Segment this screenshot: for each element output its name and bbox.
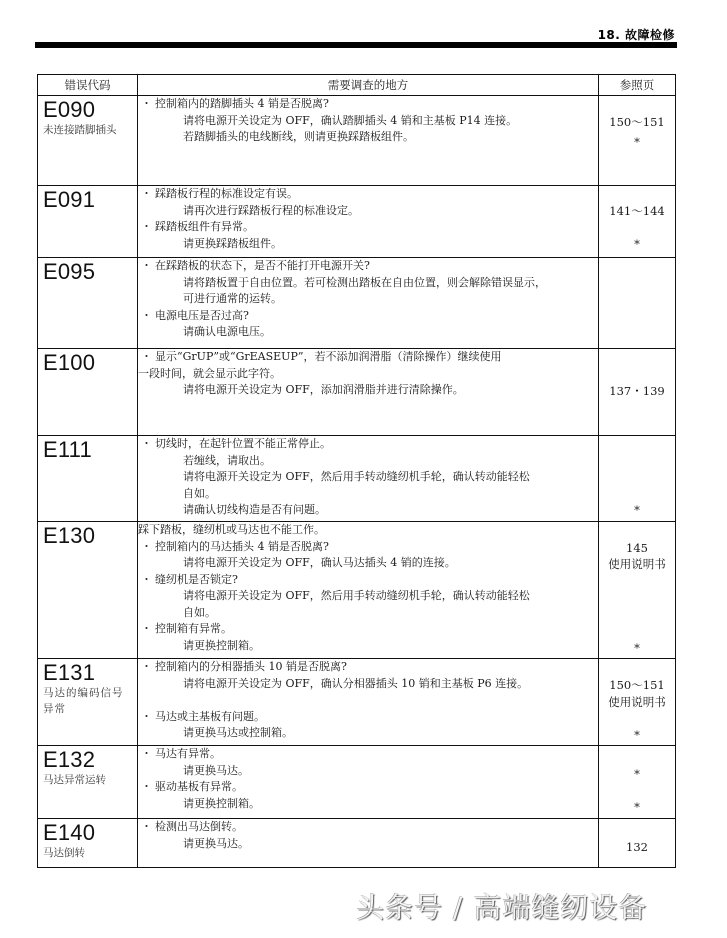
investigation-cell xyxy=(138,258,599,349)
error-code-cell xyxy=(38,522,138,659)
action-item xyxy=(138,676,598,693)
check-item xyxy=(138,308,598,325)
line-text: 在踩踏板的状态下，是否不能打开电源开关? xyxy=(155,259,370,272)
check-item xyxy=(138,659,598,676)
line-text: 请将电源开关设定为 OFF，然后用手转动缝纫机手轮，确认转动能轻松 xyxy=(183,470,530,483)
check-item xyxy=(138,349,598,366)
line-text: 自如。 xyxy=(183,605,216,619)
bullet-icon: ・ xyxy=(141,747,152,760)
bullet-icon: ・ xyxy=(141,709,152,723)
check-item xyxy=(138,819,598,836)
line-text: 控制箱内的分相器插头 10 销是否脱离? xyxy=(155,660,347,673)
reference-cell xyxy=(599,819,676,868)
line-text: 马达或主基板有问题。 xyxy=(155,709,265,723)
error-code-cell xyxy=(38,659,138,746)
reference-cell xyxy=(599,746,676,819)
section-title: 18. 故障检修 xyxy=(597,28,675,42)
line-text: 请再次进行踩踏板行程的标准设定。 xyxy=(183,203,359,217)
error-code-table xyxy=(37,74,676,868)
line-text: 踩踏板组件有异常。 xyxy=(155,220,254,233)
line-text: 请将电源开关设定为 OFF，确认马达插头 4 销的连接。 xyxy=(183,556,456,569)
action-item xyxy=(138,796,598,813)
bullet-icon: ・ xyxy=(141,820,152,833)
reference-cell xyxy=(599,349,676,436)
bullet-icon: ・ xyxy=(141,622,152,635)
action-item xyxy=(138,605,598,622)
table-header-row xyxy=(38,75,676,96)
error-code-cell xyxy=(38,436,138,522)
error-code-cell xyxy=(38,96,138,186)
reference-cell xyxy=(599,436,676,522)
investigation-cell xyxy=(138,819,599,868)
check-item xyxy=(138,709,598,726)
line-text: 请确认电源电压。 xyxy=(183,325,271,338)
error-code: E100 xyxy=(43,350,96,375)
reference-page: 使用说明书 xyxy=(608,557,666,571)
investigation-cell xyxy=(138,746,599,819)
reference-page: 132 xyxy=(626,840,648,854)
check-item xyxy=(138,186,598,203)
bullet-icon: ・ xyxy=(141,780,152,793)
line-text: 请更换马达。 xyxy=(183,836,249,850)
action-item xyxy=(138,692,598,709)
investigation-cell xyxy=(138,436,599,522)
action-item xyxy=(138,382,598,399)
error-code: E140 xyxy=(43,820,96,845)
asterisk-note: * xyxy=(634,237,640,251)
line-text: 请更换控制箱。 xyxy=(183,796,260,810)
action-item xyxy=(138,291,598,308)
reference-page: 150～151 xyxy=(609,115,665,129)
reference-cell xyxy=(599,186,676,258)
table-row xyxy=(38,522,676,659)
table-row xyxy=(38,746,676,819)
reference-cell xyxy=(599,258,676,349)
bullet-icon: ・ xyxy=(141,259,152,272)
check-item xyxy=(138,219,598,236)
reference-cell xyxy=(599,659,676,746)
action-item xyxy=(138,763,598,780)
check-item xyxy=(138,621,598,638)
asterisk-note: * xyxy=(634,767,640,781)
line-text: 请确认切线构造是否有问题。 xyxy=(183,503,326,516)
bullet-icon: ・ xyxy=(141,572,152,586)
action-item xyxy=(138,129,598,146)
action-item xyxy=(138,502,598,519)
line-text: 控制箱有异常。 xyxy=(155,622,232,635)
error-code: E091 xyxy=(43,187,96,212)
action-item xyxy=(138,324,598,341)
investigation-cell xyxy=(138,659,599,746)
table-row xyxy=(38,258,676,349)
line-text: 控制箱内的马达插头 4 销是否脱离? xyxy=(155,539,329,553)
line-text: 检测出马达倒转。 xyxy=(155,820,243,833)
asterisk-note: * xyxy=(634,800,640,814)
action-item xyxy=(138,203,598,220)
error-code-cell xyxy=(38,186,138,258)
line-text: 请更换踩踏板组件。 xyxy=(183,236,282,250)
bullet-icon: ・ xyxy=(141,220,152,233)
asterisk-note: * xyxy=(634,641,640,655)
table-row xyxy=(38,349,676,436)
bullet-icon: ・ xyxy=(141,437,152,450)
line-text: 请将踏板置于自由位置。若可检测出踏板在自由位置，则会解除错误显示， xyxy=(183,275,546,289)
error-description: 马达异常运转 xyxy=(43,774,106,786)
check-item xyxy=(138,779,598,796)
line-text: 请将电源开关设定为 OFF，确认分相器插头 10 销和主基板 P6 连接。 xyxy=(183,676,529,690)
action-item xyxy=(138,836,598,853)
check-item xyxy=(138,436,598,453)
action-item xyxy=(138,113,598,130)
line-text: 一段时间，就会显示此字符。 xyxy=(138,366,281,380)
action-item xyxy=(138,275,598,292)
table-row xyxy=(38,96,676,186)
table-row xyxy=(38,659,676,746)
line-text: 驱动基板有异常。 xyxy=(155,780,243,793)
line-text: 若缠线，请取出。 xyxy=(183,453,271,467)
line-text: 请更换马达或控制箱。 xyxy=(183,726,293,739)
column-header-code: 错误代码 xyxy=(38,75,138,96)
error-code: E130 xyxy=(43,523,96,548)
reference-page: 使用说明书 xyxy=(608,695,666,709)
error-description: 未连接踏脚插头 xyxy=(43,124,117,136)
check-item xyxy=(138,572,598,589)
condition-text xyxy=(138,522,598,539)
investigation-cell xyxy=(138,186,599,258)
line-text: 踩踏板行程的标准设定有误。 xyxy=(155,187,298,200)
action-item xyxy=(138,486,598,503)
reference-page: 150～151 xyxy=(609,678,665,692)
asterisk-note: * xyxy=(634,728,640,742)
bullet-icon: ・ xyxy=(141,308,152,322)
action-item xyxy=(138,725,598,742)
error-code-cell xyxy=(38,258,138,349)
reference-page: 141～144 xyxy=(609,204,665,218)
error-code-cell xyxy=(38,746,138,819)
line-text: 请更换马达。 xyxy=(183,763,249,777)
line-text: 切线时，在起针位置不能正常停止。 xyxy=(155,437,331,450)
error-code: E132 xyxy=(43,747,96,772)
line-text: 请将电源开关设定为 OFF，确认踏脚插头 4 销和主基板 P14 连接。 xyxy=(183,113,518,127)
investigation-cell xyxy=(138,96,599,186)
line-text: 请更换控制箱。 xyxy=(183,638,260,652)
column-header-investigation: 需要调查的地方 xyxy=(138,75,599,96)
reference-page: 145 xyxy=(626,541,648,555)
check-item xyxy=(138,96,598,113)
line-text: 缝纫机是否锁定? xyxy=(155,572,238,586)
line-text: 若踏脚插头的电线断线，则请更换踩踏板组件。 xyxy=(183,130,414,143)
error-code: E111 xyxy=(43,437,92,462)
reference-cell xyxy=(599,96,676,186)
check-item xyxy=(138,258,598,275)
action-item xyxy=(138,236,598,253)
line-text: 请将电源开关设定为 OFF，然后用手转动缝纫机手轮，确认转动能轻松 xyxy=(183,589,530,602)
column-header-reference: 参照页 xyxy=(599,75,676,96)
error-code: E131 xyxy=(43,660,96,685)
investigation-cell xyxy=(138,522,599,659)
error-description: 马达的编码信号异常 xyxy=(43,687,124,715)
action-item xyxy=(138,638,598,655)
bullet-icon: ・ xyxy=(141,660,152,673)
error-code: E095 xyxy=(43,259,96,284)
bullet-icon: ・ xyxy=(141,97,152,110)
action-item xyxy=(138,588,598,605)
action-item xyxy=(138,453,598,470)
check-item xyxy=(138,539,598,556)
bullet-icon: ・ xyxy=(141,539,152,553)
table-row xyxy=(38,186,676,258)
line-text: 马达有异常。 xyxy=(155,747,221,760)
error-description: 马达倒转 xyxy=(43,847,85,859)
error-code-cell xyxy=(38,349,138,436)
line-text: 控制箱内的踏脚插头 4 销是否脱离? xyxy=(155,97,329,110)
reference-cell xyxy=(599,522,676,659)
error-code-cell xyxy=(38,819,138,868)
check-item xyxy=(138,746,598,763)
reference-page: 137・139 xyxy=(609,384,665,398)
header-rule xyxy=(35,42,677,48)
action-item xyxy=(138,469,598,486)
line-text: 显示“GrUP”或“GrEASEUP”，若不添加润滑脂（清除操作）继续使用 xyxy=(155,350,502,363)
asterisk-note: * xyxy=(634,135,640,149)
line-text: 自如。 xyxy=(183,486,216,500)
table-row xyxy=(38,436,676,522)
error-code: E090 xyxy=(43,97,96,122)
bullet-icon: ・ xyxy=(141,350,152,363)
condition-text xyxy=(138,366,598,383)
line-text: 踩下踏板，缝纫机或马达也不能工作。 xyxy=(138,523,325,536)
line-text: 可进行通常的运转。 xyxy=(183,292,282,305)
line-text: 电源电压是否过高? xyxy=(155,308,249,322)
watermark: 头条号 / 高端缝纫设备 xyxy=(356,891,648,924)
line-text: 请将电源开关设定为 OFF，添加润滑脂并进行清除操作。 xyxy=(183,383,464,396)
table-row xyxy=(38,819,676,868)
action-item xyxy=(138,555,598,572)
bullet-icon: ・ xyxy=(141,187,152,200)
investigation-cell xyxy=(138,349,599,436)
asterisk-note: * xyxy=(634,503,640,517)
